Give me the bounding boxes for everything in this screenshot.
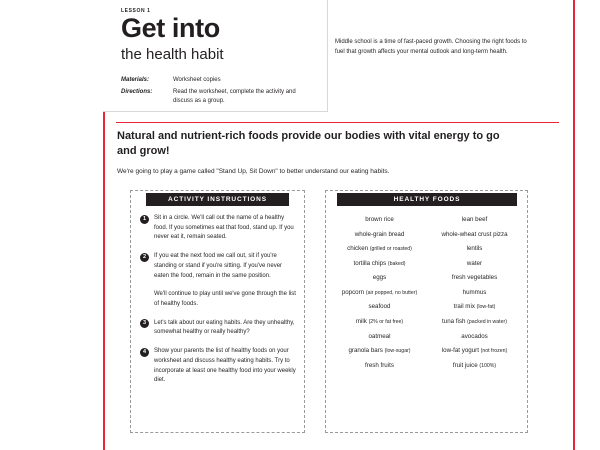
activity-step bbox=[140, 347, 298, 386]
healthy-food-row bbox=[332, 289, 522, 297]
activity-steps bbox=[140, 214, 298, 395]
activity-step-text: If you eat the next food we call out, sit if you're standing or stand if you're sitting. If you've never eaten the food, remain in the same position. bbox=[154, 253, 283, 279]
section-divider bbox=[116, 122, 559, 123]
healthy-food-row bbox=[332, 245, 522, 253]
activity-step bbox=[140, 319, 298, 338]
healthy-food-item bbox=[332, 347, 427, 355]
lesson-header bbox=[103, 0, 328, 112]
healthy-food-item bbox=[427, 333, 522, 341]
healthy-food-name: brown rice bbox=[365, 216, 394, 223]
healthy-food-name: granola bars bbox=[348, 347, 383, 355]
healthy-food-item bbox=[332, 362, 427, 370]
healthy-food-name: whole-grain bread bbox=[354, 230, 405, 238]
page-title: Get into bbox=[121, 13, 220, 43]
intro-paragraph: Middle school is a time of fast-paced growth. Choosing the right foods to fuel that growth affects your mental outlook and long-term health. bbox=[335, 39, 527, 55]
activity-panel-title: ACTIVITY INSTRUCTIONS bbox=[146, 193, 289, 206]
healthy-food-row bbox=[332, 362, 522, 370]
healthy-food-name: avocados bbox=[461, 332, 488, 340]
activity-step bbox=[140, 290, 298, 309]
healthy-food-item bbox=[427, 303, 522, 311]
healthy-food-item bbox=[427, 260, 522, 268]
healthy-food-name: fresh fruits bbox=[365, 361, 394, 369]
directions-label: Directions: bbox=[121, 89, 153, 96]
healthy-food-name: whole-wheat crust pizza bbox=[441, 230, 508, 238]
healthy-food-note: (grilled or roasted) bbox=[369, 246, 412, 253]
healthy-food-name: hummus bbox=[462, 288, 487, 296]
healthy-food-note: (2% or fat free) bbox=[368, 318, 404, 325]
activity-step-text: Show your parents the list of healthy foods on your worksheet and discuss healthy eating habits. Try to incorporate at least one healthy food into your weekly diet. bbox=[154, 348, 296, 384]
directions-value: Read the worksheet, complete the activity and discuss as a group. bbox=[173, 89, 296, 104]
directions-row bbox=[121, 88, 313, 105]
healthy-food-name: trail mix bbox=[453, 303, 475, 311]
healthy-food-name: fruit juice bbox=[452, 361, 478, 369]
healthy-food-item bbox=[332, 216, 427, 224]
healthy-food-row bbox=[332, 260, 522, 268]
materials-row bbox=[121, 76, 313, 85]
healthy-food-name: popcorn bbox=[341, 288, 365, 296]
healthy-food-row bbox=[332, 216, 522, 224]
healthy-food-note: (baked) bbox=[387, 260, 406, 267]
healthy-food-item bbox=[332, 289, 427, 297]
healthy-food-name: oatmeal bbox=[368, 332, 391, 340]
healthy-food-item bbox=[332, 274, 427, 282]
healthy-food-note: (air popped, no butter) bbox=[365, 289, 418, 296]
materials-value: Worksheet copies bbox=[173, 76, 221, 83]
lesson-eyebrow: LESSON 1 bbox=[121, 8, 151, 14]
healthy-food-name: eggs bbox=[372, 274, 387, 282]
healthy-food-name: lean beef bbox=[461, 216, 488, 223]
activity-step-number bbox=[140, 291, 149, 300]
healthy-food-note: (100%) bbox=[479, 362, 497, 369]
activity-step bbox=[140, 214, 298, 243]
healthy-food-name: milk bbox=[355, 317, 367, 325]
healthy-food-item bbox=[427, 362, 522, 370]
healthy-food-row bbox=[332, 231, 522, 239]
healthy-food-item bbox=[427, 245, 522, 253]
healthy-food-row bbox=[332, 274, 522, 282]
healthy-food-item bbox=[427, 318, 522, 326]
activity-step-text: We'll continue to play until we've gone through the list of healthy foods. bbox=[154, 291, 296, 308]
healthy-food-item bbox=[427, 289, 522, 297]
healthy-food-item bbox=[427, 216, 522, 224]
activity-step bbox=[140, 252, 298, 281]
section-lede: We're going to play a game called "Stand Up, Sit Down" to better understand our eating habits. bbox=[117, 168, 390, 175]
healthy-foods-list bbox=[332, 216, 522, 376]
activity-step-text: Sit in a circle. We'll call out the name of a healthy food. If you sometimes eat that food, stand up. If you never eat it, remain seated. bbox=[154, 215, 294, 241]
healthy-food-name: low-fat yogurt bbox=[441, 347, 479, 355]
activity-step-number: 4 bbox=[140, 348, 149, 357]
healthy-foods-panel-title: HEALTHY FOODS bbox=[337, 193, 517, 206]
lesson-meta bbox=[121, 76, 313, 106]
healthy-food-row bbox=[332, 333, 522, 341]
healthy-food-note: (low-fat) bbox=[476, 304, 496, 311]
healthy-food-name: fresh vegetables bbox=[451, 274, 498, 282]
materials-label: Materials: bbox=[121, 76, 150, 83]
healthy-food-name: tuna fish bbox=[442, 317, 466, 325]
healthy-food-name: seafood bbox=[368, 303, 391, 311]
healthy-food-item bbox=[332, 333, 427, 341]
healthy-food-item bbox=[427, 231, 522, 239]
healthy-food-row bbox=[332, 347, 522, 355]
healthy-food-name: chicken bbox=[347, 245, 369, 253]
activity-step-number: 2 bbox=[140, 253, 149, 262]
right-red-rule bbox=[573, 0, 575, 450]
healthy-food-item bbox=[332, 260, 427, 268]
section-headline: Natural and nutrient-rich foods provide our bodies with vital energy to go and grow! bbox=[117, 130, 500, 157]
activity-step-text: Let's talk about our eating habits. Are they unhealthy, somewhat healthy or really healthy? bbox=[154, 319, 295, 336]
healthy-food-note: (low-sugar) bbox=[384, 348, 411, 355]
healthy-food-item bbox=[427, 274, 522, 282]
healthy-food-note: (not frozen) bbox=[480, 348, 508, 355]
healthy-food-item bbox=[332, 303, 427, 311]
healthy-food-item bbox=[332, 318, 427, 326]
page-subtitle: the health habit bbox=[121, 46, 224, 63]
healthy-food-name: tortilla chips bbox=[353, 259, 387, 267]
healthy-food-name: lentils bbox=[466, 245, 483, 253]
activity-step-number: 3 bbox=[140, 319, 149, 328]
healthy-food-item bbox=[332, 231, 427, 239]
healthy-food-name: water bbox=[466, 259, 483, 267]
healthy-food-item bbox=[427, 347, 522, 355]
healthy-food-item bbox=[332, 245, 427, 253]
healthy-food-note: (packed in water) bbox=[467, 318, 507, 325]
healthy-food-row bbox=[332, 303, 522, 311]
activity-step-number: 1 bbox=[140, 215, 149, 224]
healthy-food-row bbox=[332, 318, 522, 326]
